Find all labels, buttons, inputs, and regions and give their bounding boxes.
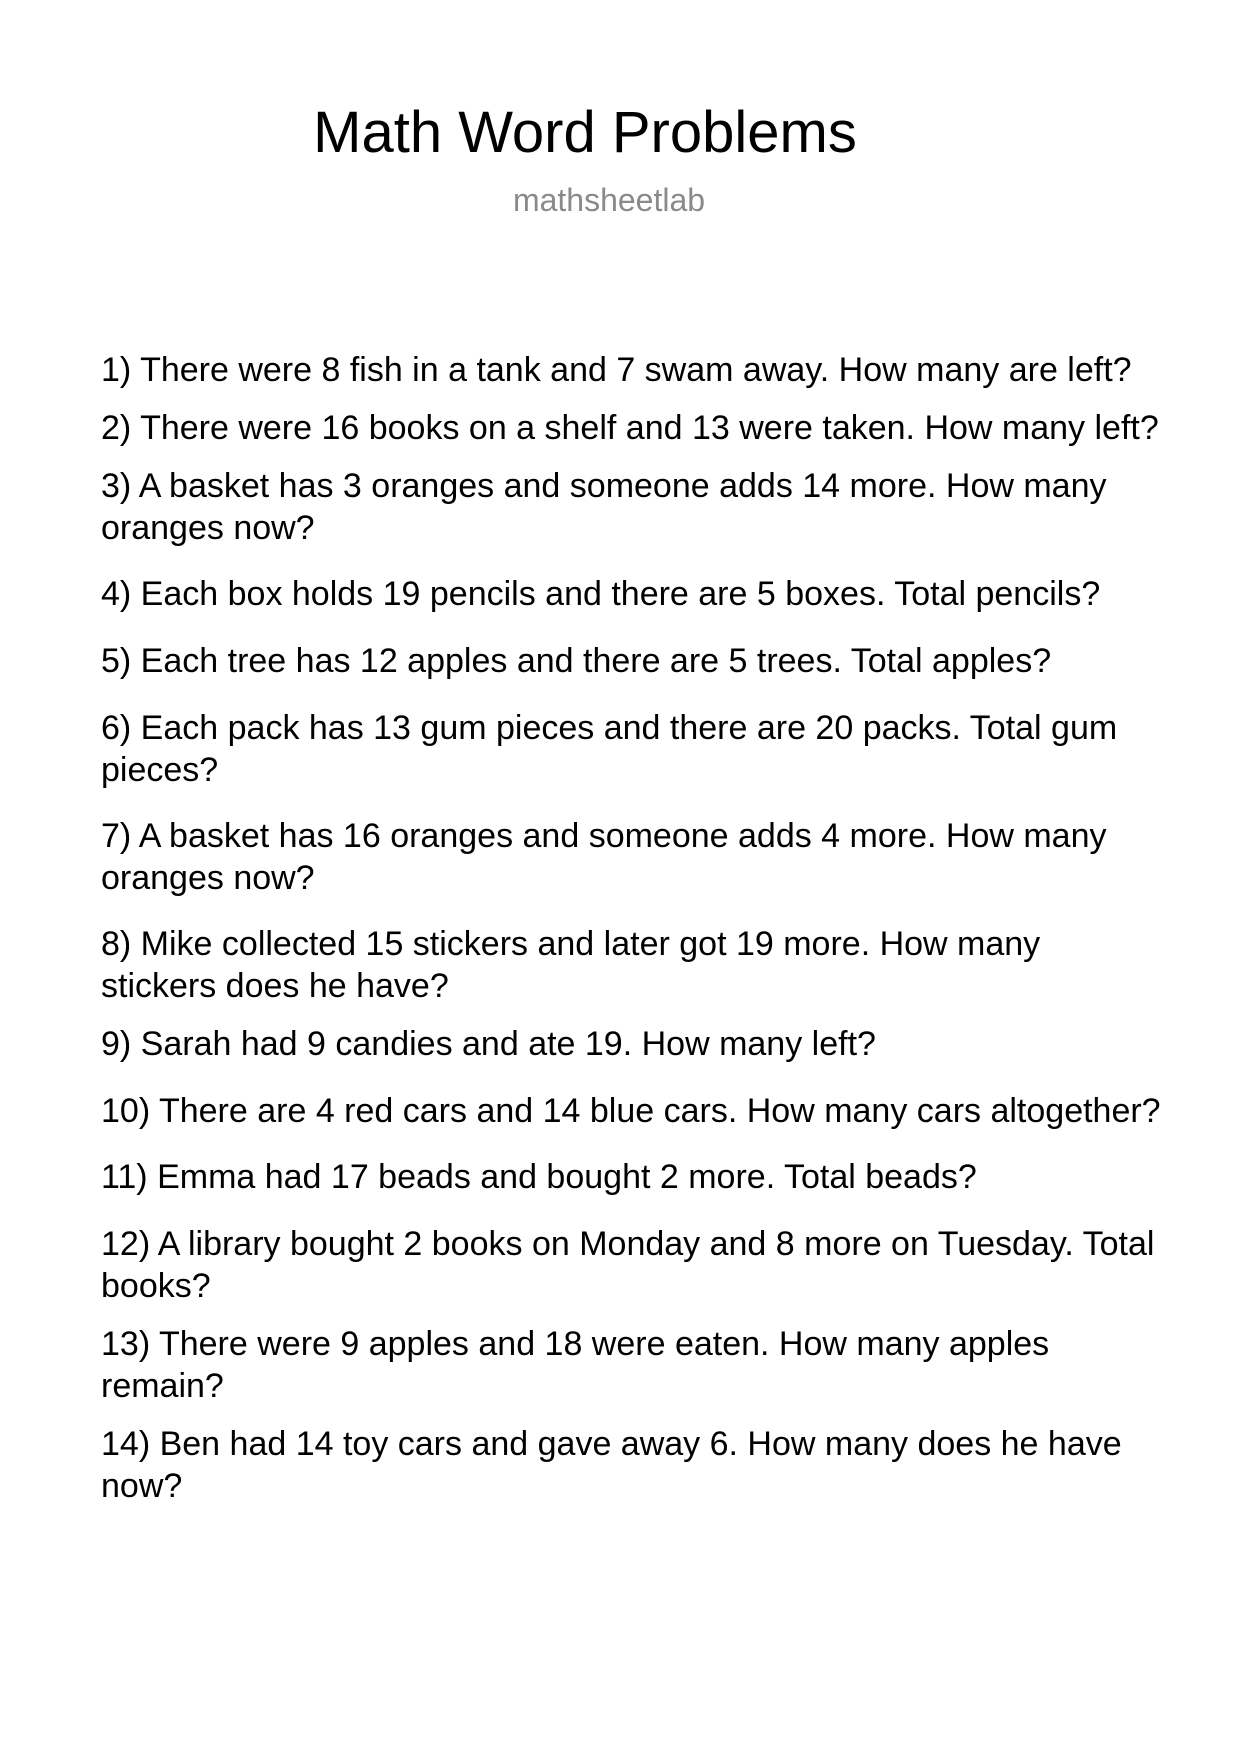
problem-item: 9) Sarah had 9 candies and ate 19. How many left? xyxy=(101,1025,876,1063)
problem-item: 3) A basket has 3 oranges and someone adds 14 more. How many oranges now? xyxy=(101,467,1107,547)
problem-item: 14) Ben had 14 toy cars and gave away 6. How many does he have now? xyxy=(101,1425,1122,1505)
problem-item: 5) Each tree has 12 apples and there are 5 trees. Total apples? xyxy=(101,642,1052,680)
problem-item: 7) A basket has 16 oranges and someone adds 4 more. How many oranges now? xyxy=(101,817,1107,897)
problem-item: 10) There are 4 red cars and 14 blue cars. How many cars altogether? xyxy=(101,1092,1161,1130)
problem-item: 4) Each box holds 19 pencils and there are 5 boxes. Total pencils? xyxy=(101,575,1101,613)
problem-item: 8) Mike collected 15 stickers and later got 19 more. How many stickers does he have? xyxy=(101,925,1041,1005)
problem-item: 6) Each pack has 13 gum pieces and there are 20 packs. Total gum pieces? xyxy=(101,709,1118,789)
page-subtitle: mathsheetlab xyxy=(512,182,706,218)
problem-item: 11) Emma had 17 beads and bought 2 more. Total beads? xyxy=(101,1158,977,1196)
problem-item: 13) There were 9 apples and 18 were eaten. How many apples remain? xyxy=(101,1325,1050,1405)
problem-list xyxy=(101,349,1161,1507)
problem-item: 12) A library bought 2 books on Monday and 8 more on Tuesday. Total books? xyxy=(101,1225,1155,1305)
problem-item: 2) There were 16 books on a shelf and 13 were taken. How many left? xyxy=(101,409,1159,447)
page-title: Math Word Problems xyxy=(313,100,857,165)
problem-item: 1) There were 8 fish in a tank and 7 swam away. How many are left? xyxy=(101,351,1132,389)
